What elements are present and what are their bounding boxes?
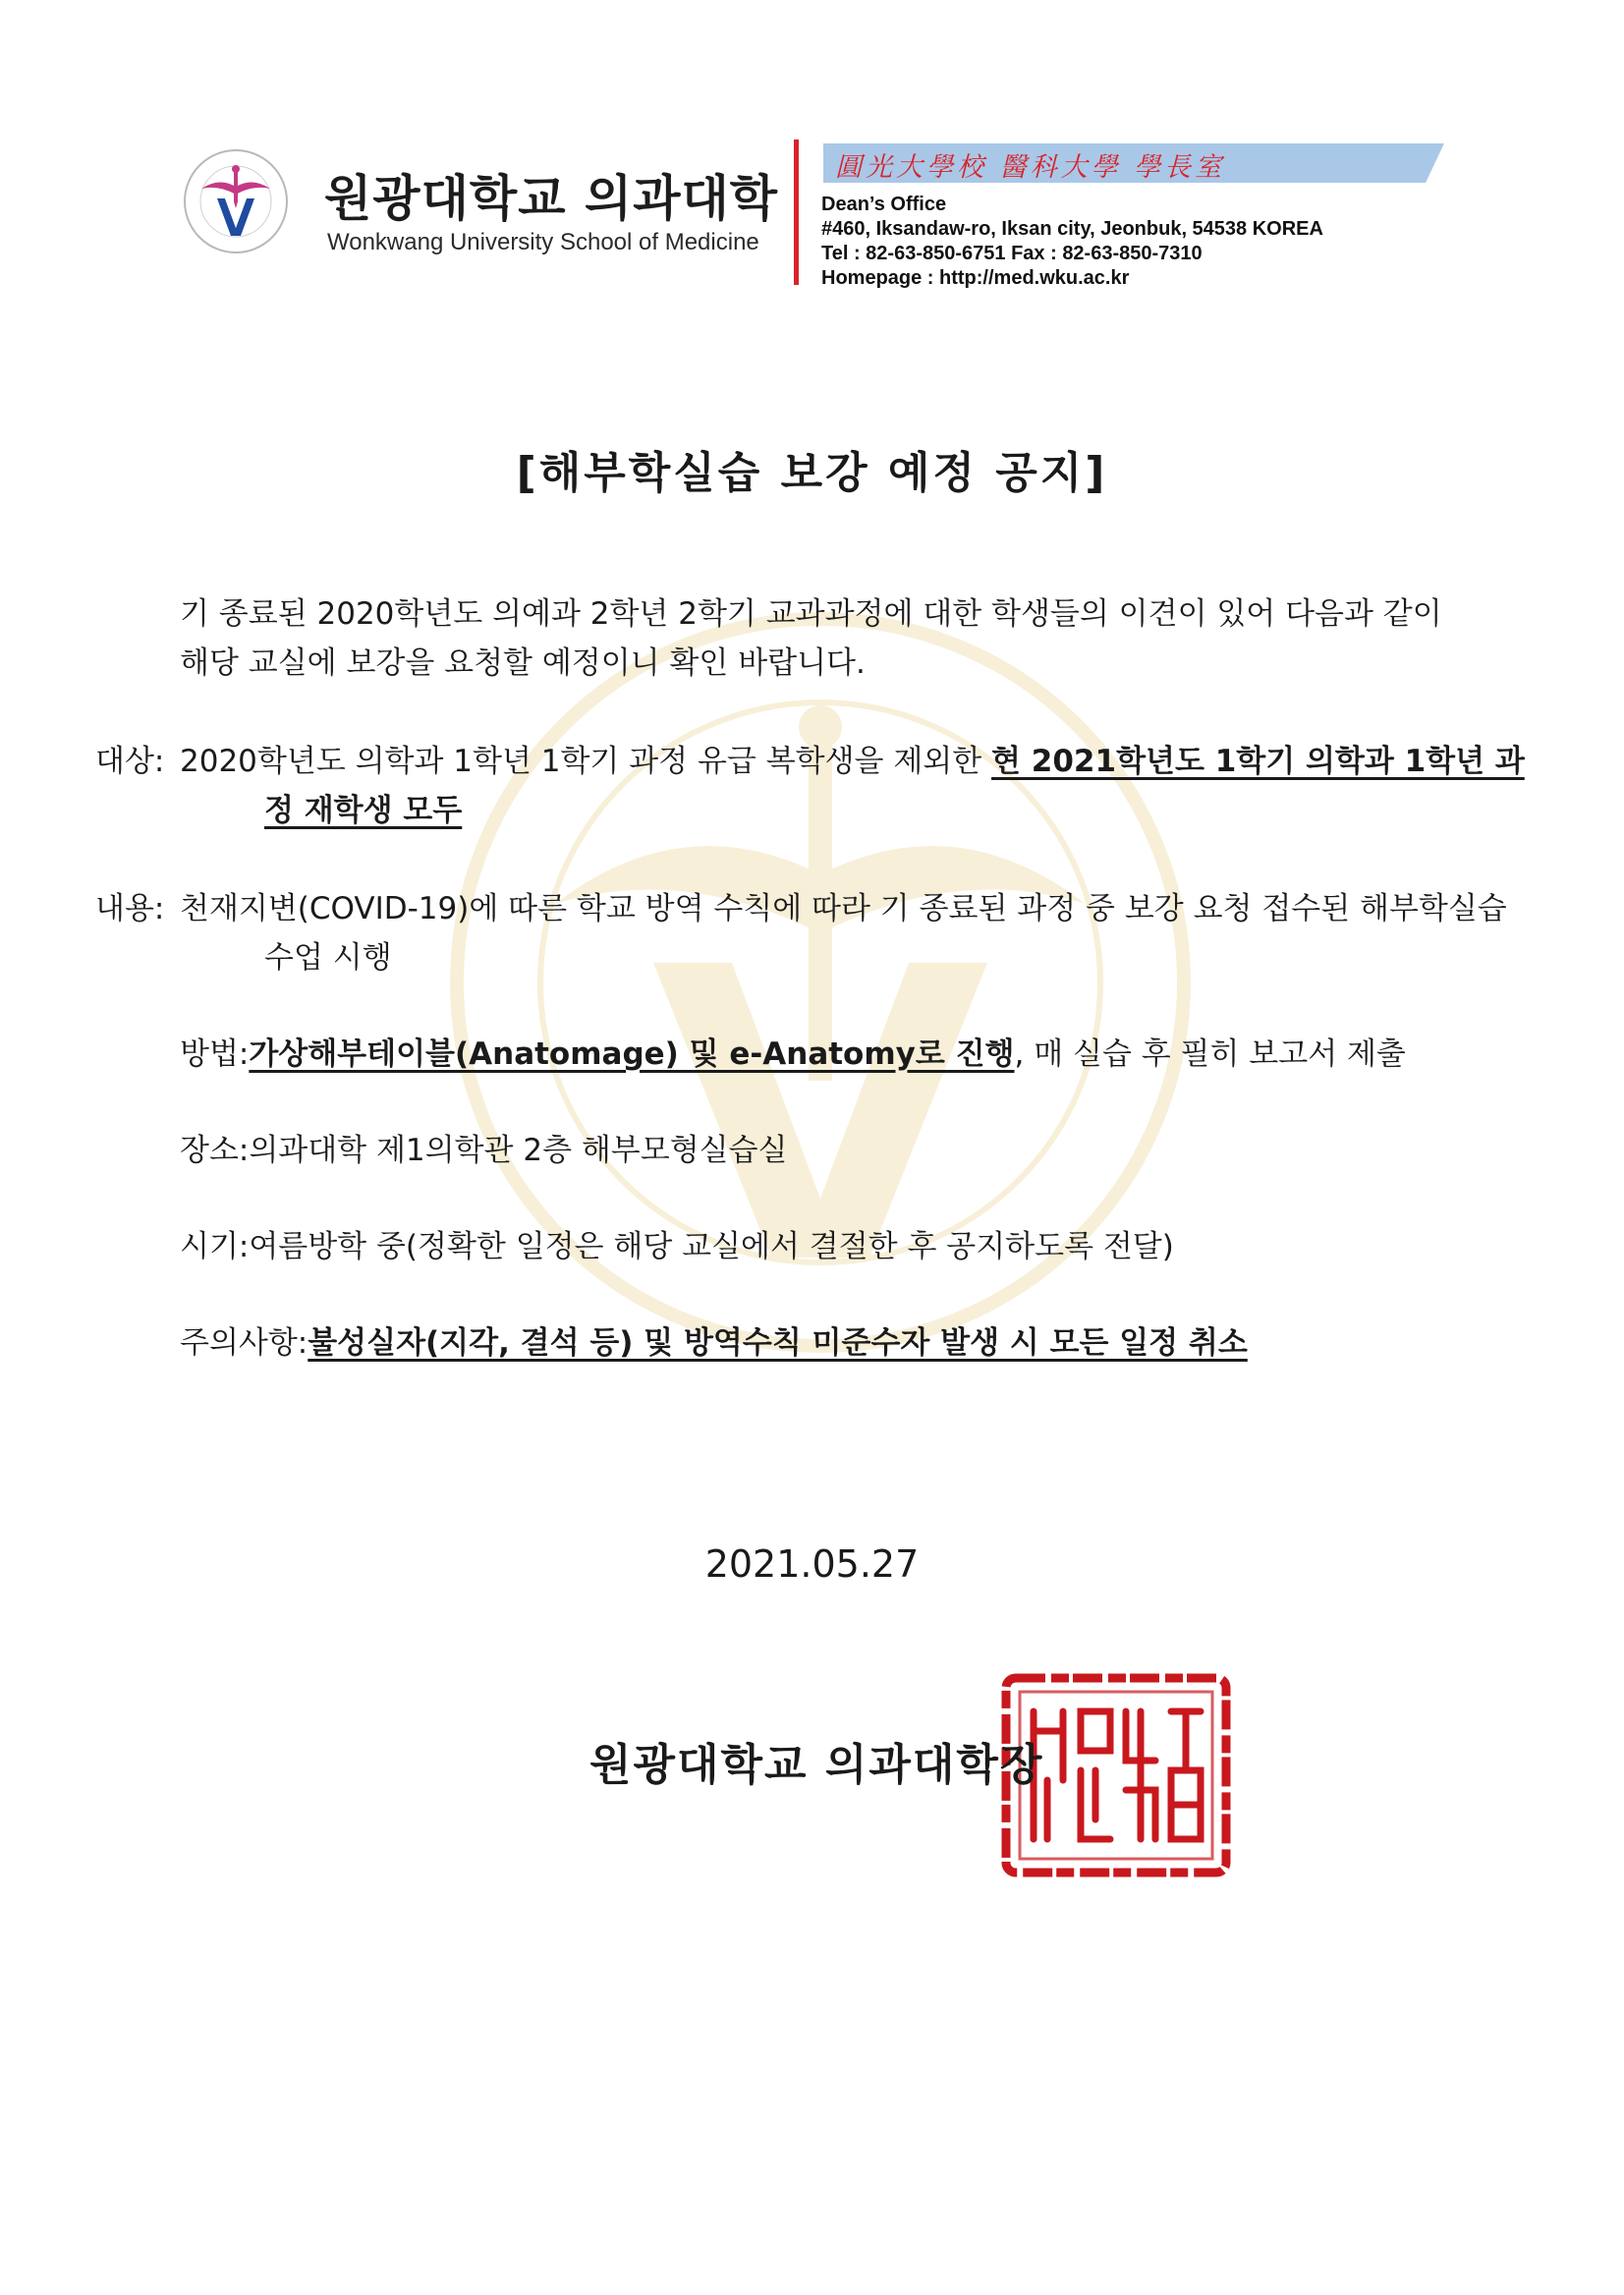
office-contact-block [821, 193, 1323, 291]
notice-date: 2021.05.27 [704, 1542, 920, 1586]
item-content: 내용:천재지변(COVID-19)에 따른 학교 방역 수칙에 따라 기 종료된 과정 중 보강 요청 접수된 해부학실습 수업 시행 [95, 891, 1507, 976]
item-target-emphasis: 현 2021학년도 1학기 의학과 1학년 과정 재학생 모두 [264, 744, 1525, 828]
signature-dean: 원광대학교 의과대학장 [589, 1740, 1044, 1790]
item-place [180, 1126, 1457, 1175]
item-period-label: 시기: [180, 1229, 250, 1264]
header-divider [794, 140, 799, 285]
item-place-text: 의과대학 제1의학관 2층 해부모형실습실 [249, 1133, 788, 1168]
item-method-emphasis: 가상해부테이블(Anatomage) 및 e-Anatomy로 진행 [249, 1036, 1015, 1072]
item-place-label: 장소: [180, 1133, 250, 1168]
item-period [180, 1222, 1457, 1271]
university-emblem-icon [182, 147, 290, 255]
item-method-label: 방법: [180, 1036, 250, 1072]
university-name-english: Wonkwang University School of Medicine [327, 229, 759, 255]
letterhead [0, 0, 1624, 295]
notice-title: [해부학실습 보강 예정 공지] [516, 448, 1108, 498]
office-name: Dean’s Office [821, 194, 947, 215]
university-name-korean: 원광대학교 의과대학 [324, 170, 779, 227]
item-caution-emphasis: 불성실자(지각, 결석 등) 및 방역수칙 미준수자 발생 시 모든 일정 취소 [308, 1325, 1248, 1361]
item-method [180, 1030, 1457, 1079]
item-caution [180, 1318, 1457, 1368]
item-caution-label: 주의사항: [180, 1325, 308, 1361]
item-content-text: 천재지변(COVID-19)에 따른 학교 방역 수칙에 따라 기 종료된 과정 중 보강 요청 접수된 해부학실습 수업 시행 [180, 891, 1507, 976]
item-period-text: 여름방학 중(정확한 일정은 해당 교실에서 결절한 후 공지하도록 전달) [249, 1229, 1174, 1264]
notice-intro: 기 종료된 2020학년도 의예과 2학년 2학기 교과과정에 대한 학생들의 이견이 있어 다음과 같이 해당 교실에 보강을 요청할 예정이니 확인 바랍니다. [180, 596, 1442, 681]
office-phone-fax: Tel : 82-63-850-6751 Fax : 82-63-850-7310 [821, 243, 1203, 264]
office-homepage: Homepage : http://med.wku.ac.kr [821, 267, 1130, 289]
item-target-text: 2020학년도 의학과 1학년 1학기 과정 유급 복학생을 제외한 [180, 744, 992, 779]
office-address: #460, Iksandaw-ro, Iksan city, Jeonbuk, 54538 KOREA [821, 218, 1323, 240]
item-method-text: , 매 실습 후 필히 보고서 제출 [1014, 1036, 1406, 1072]
item-target: 대상:2020학년도 의학과 1학년 1학기 과정 유급 복학생을 제외한 현 2021학년도 1학기 의학과 1학년 과정 재학생 모두 [95, 744, 1525, 828]
office-banner-text: 圓光大學校 醫科大學 學長室 [835, 152, 1226, 183]
